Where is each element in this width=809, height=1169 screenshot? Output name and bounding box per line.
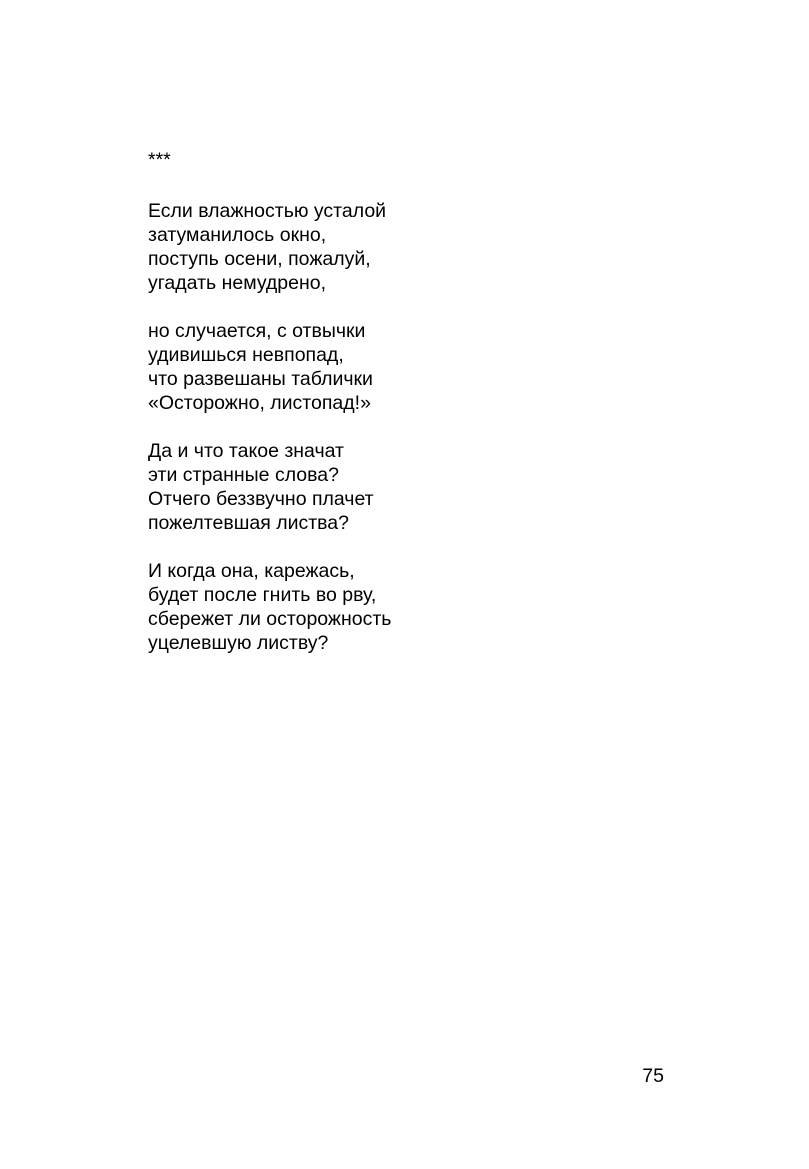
poem-line: удивишься невпопад, bbox=[148, 344, 344, 366]
stanza-3 bbox=[148, 439, 708, 535]
poem-line: Если влажностью усталой bbox=[148, 200, 387, 222]
stanza-4 bbox=[148, 559, 708, 655]
poem bbox=[148, 148, 708, 679]
poem-line: но случается, с отвычки bbox=[148, 320, 366, 342]
stanza-1 bbox=[148, 199, 708, 295]
poem-line: сбережет ли осторожность bbox=[148, 608, 392, 630]
section-separator: *** bbox=[148, 149, 171, 171]
page-number: 75 bbox=[642, 1065, 664, 1087]
poem-line: эти странные слова? bbox=[148, 464, 339, 486]
poem-line: будет после гнить во рву, bbox=[148, 584, 377, 606]
poem-line: что развешаны таблички bbox=[148, 368, 373, 390]
poem-line: поступь осени, пожалуй, bbox=[148, 248, 371, 270]
poem-line: «Осторожно, листопад!» bbox=[148, 392, 371, 414]
stanza-2 bbox=[148, 319, 708, 415]
poem-line: пожелтевшая листва? bbox=[148, 512, 349, 534]
poem-line: уцелевшую листву? bbox=[148, 632, 329, 654]
poem-line: И когда она, карежась, bbox=[148, 560, 355, 582]
poem-line: затуманилось окно, bbox=[148, 224, 327, 246]
poem-line: угадать немудрено, bbox=[148, 272, 327, 294]
poem-line: Отчего беззвучно плачет bbox=[148, 488, 374, 510]
poem-line: Да и что такое значат bbox=[148, 440, 344, 462]
